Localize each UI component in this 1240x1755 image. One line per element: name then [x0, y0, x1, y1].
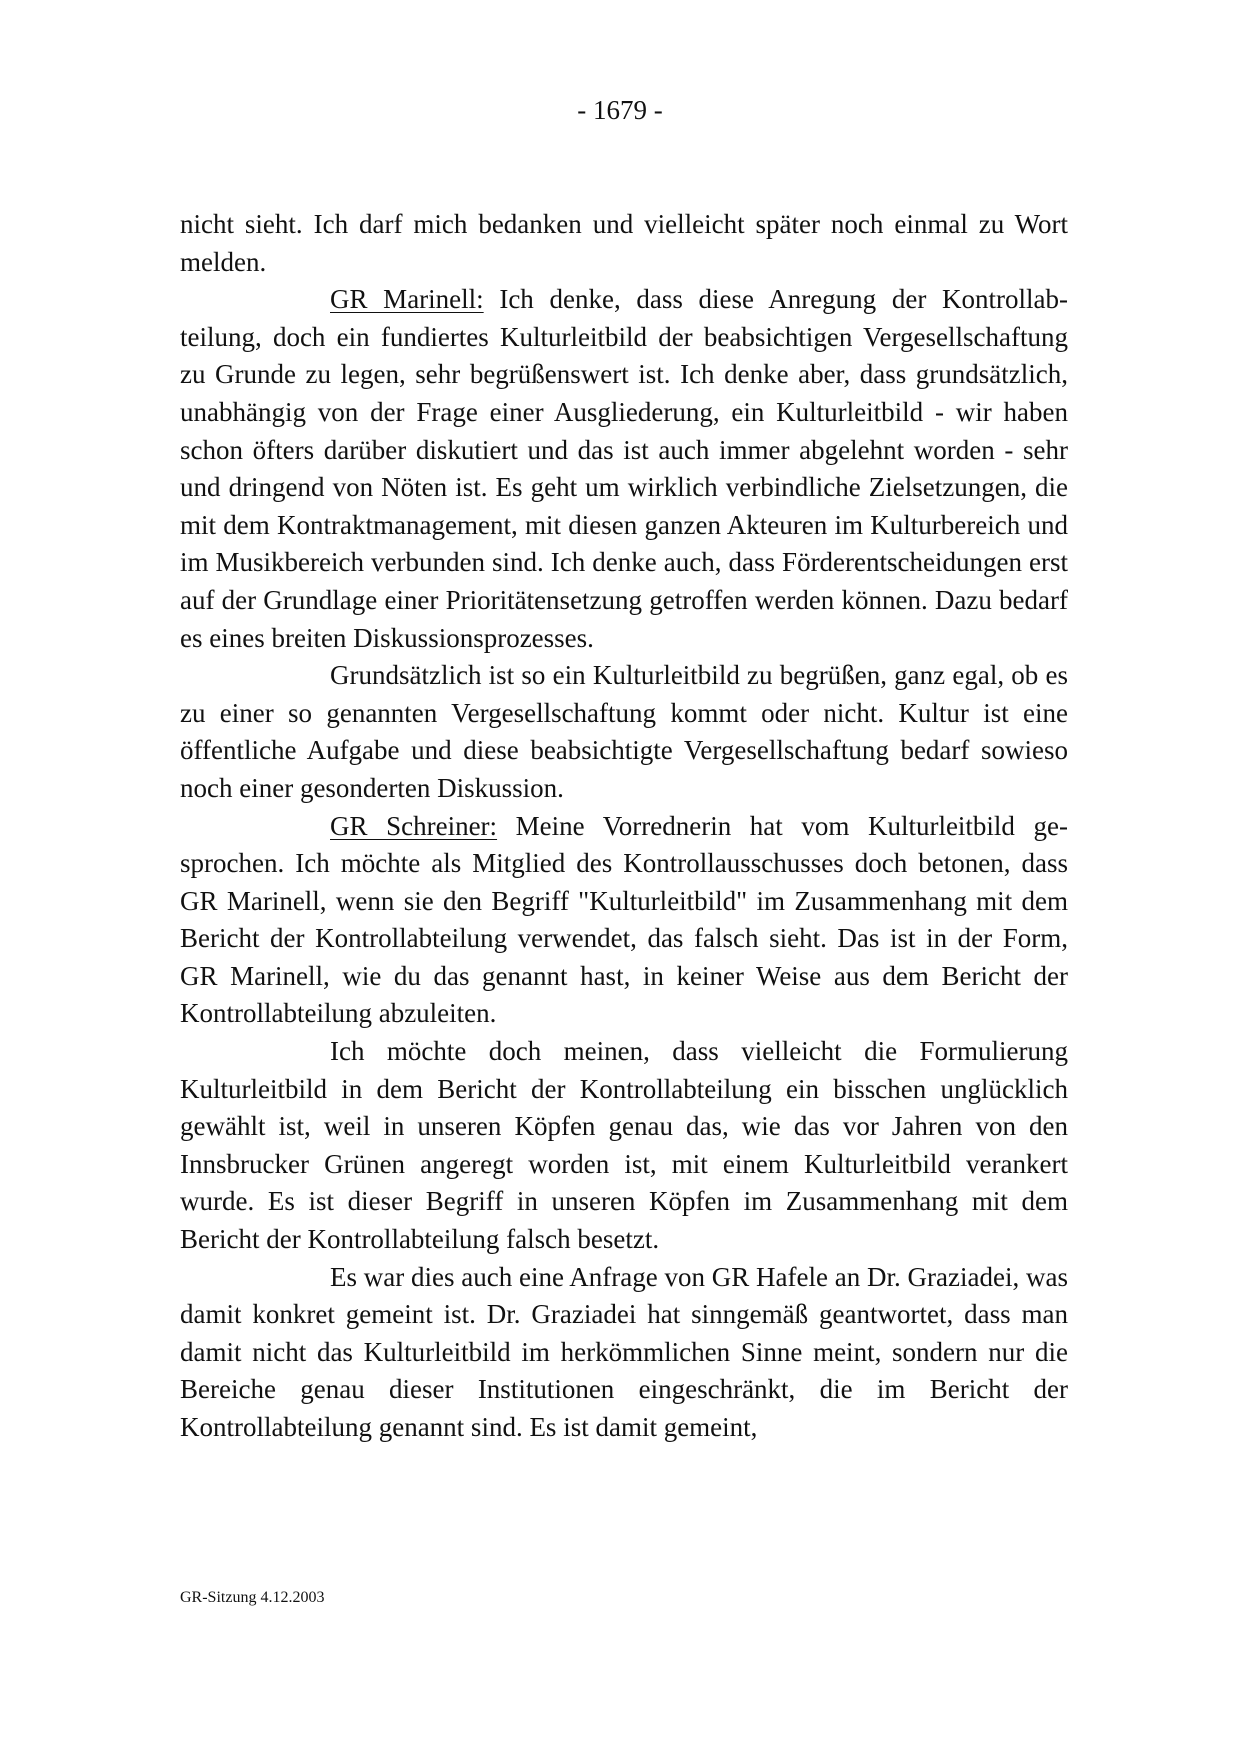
paragraph-2: [180, 281, 1068, 657]
paragraph-text: nicht sieht. Ich darf mich bedanken und vielleicht später noch einmal zu Wort melden.: [180, 209, 1068, 277]
speaker-marinell: GR Marinell:: [330, 284, 484, 315]
paragraph-1: [180, 206, 1068, 281]
paragraph-text: Meine Vorrednerin hat vom Kulturleitbild gesprochen. Ich möchte als Mitglied des Kontrollausschusses doch betonen, dass GR Marinell, wenn sie den Begriff "Kulturleitbild" im Zusammenhang mit dem Bericht der Kontrollabteilung verwendet, das falsch sieht. Das ist in der Form, GR Marinell, wie du das genannt hast, in keiner Weise aus dem Bericht der Kontrollabteilung abzuleiten.: [180, 810, 1069, 1029]
footer-session: GR-Sitzung 4.12.2003: [180, 1589, 325, 1606]
speaker-schreiner: GR Schreiner:: [330, 810, 498, 841]
paragraph-6: [180, 1259, 1068, 1447]
paragraph-text: Grundsätzlich ist so ein Kulturleitbild zu begrüßen, ganz egal, ob es zu einer so genannten Vergesellschaftung kommt oder nicht. Kultur ist eine öffentliche Aufgabe und diese beabsichtigte Vergesellschaftung bedarf sowieso noch einer gesonderten Diskussion.: [180, 660, 1068, 803]
document-body: [180, 206, 1068, 1447]
paragraph-4: [180, 808, 1068, 1034]
paragraph-text: Es war dies auch eine Anfrage von GR Hafele an Dr. Graziadei, was damit konkret gemeint ist. Dr. Graziadei hat sinngemäß geantwortet, dass man damit nicht das Kulturleitbild im herkömmlichen Sinne meint, sondern nur die Bereiche genau dieser Institutionen eingeschränkt, die im Bericht der Kontrollabteilung genannt sind. Es ist damit gemeint,: [180, 1261, 1068, 1442]
page-number: - 1679 -: [577, 95, 663, 125]
paragraph-3: [180, 657, 1068, 807]
paragraph-text: Ich möchte doch meinen, dass vielleicht die Formulierung Kulturleitbild in dem Bericht der Kontrollabteilung ein bisschen unglücklich gewählt ist, weil in unseren Köpfen genau das, wie das vor Jahren von den Innsbrucker Grünen angeregt worden ist, mit einem Kulturleitbild verankert wurde. Es ist dieser Begriff in unseren Köpfen im Zusammenhang mit dem Bericht der Kontrollabteilung falsch besetzt.: [180, 1036, 1068, 1255]
paragraph-text: Ich denke, dass diese Anregung der Kontrollabteilung, doch ein fundiertes Kulturleitbild der beabsichtigen Vergesellschaftung zu Grunde zu legen, sehr begrüßenswert ist. Ich denke aber, dass grundsätzlich, unabhängig von der Frage einer Ausgliederung, ein Kulturleitbild - wir haben schon öfters darüber diskutiert und das ist auch immer abgelehnt worden - sehr und dringend von Nöten ist. Es geht um wirklich verbindliche Zielsetzungen, die mit dem Kontraktmanagement, mit diesen ganzen Akteuren im Kulturbereich und im Musikbereich verbunden sind. Ich denke auch, dass Förderentscheidungen erst auf der Grundlage einer Prioritätensetzung getroffen werden können. Dazu bedarf es eines breiten Diskussionsprozesses.: [180, 284, 1068, 653]
paragraph-5: [180, 1033, 1068, 1259]
